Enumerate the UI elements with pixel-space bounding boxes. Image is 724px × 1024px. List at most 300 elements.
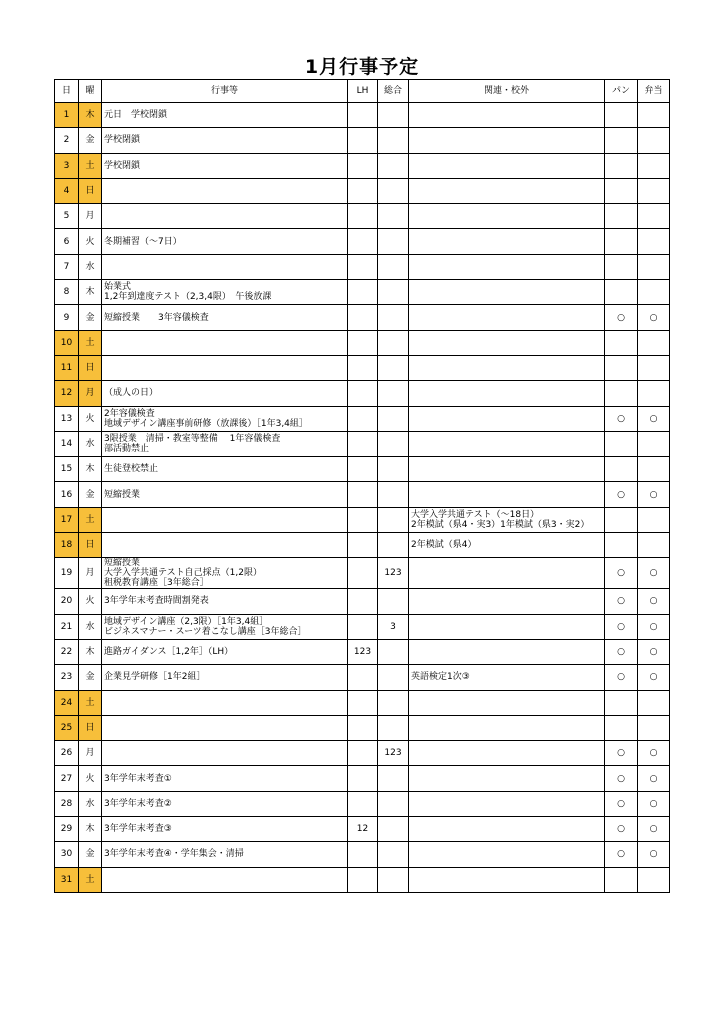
sogo-cell	[378, 715, 409, 740]
table-row	[55, 817, 670, 842]
related-cell	[409, 558, 605, 589]
related-cell	[409, 153, 605, 178]
weekday-cell: 木	[79, 457, 102, 482]
bread-cell	[605, 178, 638, 203]
sogo-cell	[378, 507, 409, 532]
events-cell	[102, 533, 348, 558]
bento-cell: ○	[638, 817, 670, 842]
weekday-cell: 木	[79, 639, 102, 664]
table-row	[55, 254, 670, 279]
event-line: 短縮授業	[104, 558, 141, 569]
events-cell	[102, 305, 348, 330]
weekday-cell: 水	[79, 614, 102, 639]
events-cell	[102, 766, 348, 791]
bento-cell: ○	[638, 665, 670, 690]
day-cell: 8	[55, 280, 79, 305]
related-cell	[409, 665, 605, 690]
day-cell: 29	[55, 817, 79, 842]
related-cell	[409, 355, 605, 380]
table-row	[55, 533, 670, 558]
day-cell: 25	[55, 715, 79, 740]
related-cell	[409, 229, 605, 254]
table-row	[55, 406, 670, 431]
events-cell	[102, 614, 348, 639]
events-cell	[102, 229, 348, 254]
bread-cell	[605, 128, 638, 153]
related-cell	[409, 507, 605, 532]
event-line: 租税教育講座［3年総合］	[104, 578, 209, 589]
weekday-cell: 火	[79, 229, 102, 254]
day-cell: 6	[55, 229, 79, 254]
bento-cell	[638, 533, 670, 558]
lh-cell	[348, 381, 378, 406]
events-cell	[102, 817, 348, 842]
events-cell	[102, 406, 348, 431]
table-row	[55, 507, 670, 532]
sogo-cell	[378, 355, 409, 380]
bento-cell: ○	[638, 766, 670, 791]
bento-cell	[638, 103, 670, 128]
related-line: 大学入学共通テスト（～18日）	[411, 509, 540, 520]
day-cell: 26	[55, 741, 79, 766]
bread-cell: ○	[605, 817, 638, 842]
table-row	[55, 103, 670, 128]
bento-cell: ○	[638, 406, 670, 431]
lh-cell	[348, 867, 378, 892]
event-line: 進路ガイダンス［1,2年］（LH）	[104, 647, 234, 658]
events-cell	[102, 381, 348, 406]
bread-cell: ○	[605, 614, 638, 639]
header-row	[55, 80, 670, 103]
event-line: 3年学年末考査時間割発表	[104, 596, 209, 607]
bread-cell	[605, 715, 638, 740]
table-row	[55, 178, 670, 203]
bento-cell	[638, 280, 670, 305]
table-row	[55, 482, 670, 507]
day-cell: 11	[55, 355, 79, 380]
header-bento: 弁当	[638, 80, 670, 103]
day-cell: 19	[55, 558, 79, 589]
day-cell: 27	[55, 766, 79, 791]
weekday-cell: 金	[79, 128, 102, 153]
events-cell	[102, 457, 348, 482]
header-sogo: 総合	[378, 80, 409, 103]
related-cell	[409, 254, 605, 279]
table-row	[55, 867, 670, 892]
bread-cell	[605, 690, 638, 715]
weekday-cell: 月	[79, 741, 102, 766]
related-cell	[409, 614, 605, 639]
lh-cell	[348, 589, 378, 614]
bento-cell	[638, 355, 670, 380]
day-cell: 21	[55, 614, 79, 639]
related-cell	[409, 791, 605, 816]
bento-cell	[638, 690, 670, 715]
bento-cell	[638, 457, 670, 482]
bento-cell: ○	[638, 558, 670, 589]
weekday-cell: 土	[79, 867, 102, 892]
event-line: 3年学年末考査④・学年集会・清掃	[104, 849, 244, 860]
bread-cell: ○	[605, 558, 638, 589]
events-cell	[102, 178, 348, 203]
bread-cell	[605, 153, 638, 178]
sogo-cell: 3	[378, 614, 409, 639]
schedule-table	[54, 79, 670, 893]
related-cell	[409, 817, 605, 842]
events-cell	[102, 867, 348, 892]
event-line: （成人の日）	[104, 388, 159, 399]
lh-cell	[348, 153, 378, 178]
schedule-body	[55, 103, 670, 893]
related-line: 2年模試（県4）	[411, 540, 477, 551]
weekday-cell: 金	[79, 305, 102, 330]
bento-cell	[638, 715, 670, 740]
bento-cell	[638, 381, 670, 406]
day-cell: 14	[55, 431, 79, 456]
lh-cell	[348, 254, 378, 279]
day-cell: 2	[55, 128, 79, 153]
bread-cell: ○	[605, 766, 638, 791]
table-row	[55, 381, 670, 406]
bento-cell	[638, 153, 670, 178]
related-cell	[409, 103, 605, 128]
weekday-cell: 土	[79, 507, 102, 532]
bento-cell: ○	[638, 842, 670, 867]
sogo-cell	[378, 791, 409, 816]
header-events: 行事等	[102, 80, 348, 103]
table-row	[55, 614, 670, 639]
lh-cell	[348, 103, 378, 128]
weekday-cell: 火	[79, 406, 102, 431]
events-cell	[102, 431, 348, 456]
header-weekday: 曜	[79, 80, 102, 103]
table-row	[55, 791, 670, 816]
events-cell	[102, 103, 348, 128]
table-row	[55, 589, 670, 614]
table-row	[55, 766, 670, 791]
header-day: 日	[55, 80, 79, 103]
table-row	[55, 741, 670, 766]
page-title: 1月行事予定	[304, 56, 420, 78]
sogo-cell	[378, 305, 409, 330]
bread-cell: ○	[605, 305, 638, 330]
bread-cell: ○	[605, 639, 638, 664]
related-cell	[409, 280, 605, 305]
header-bread: パン	[605, 80, 638, 103]
table-row	[55, 558, 670, 589]
event-line: 部活動禁止	[104, 444, 150, 454]
event-line: 大学入学共通テスト自己採点（1,2限）	[104, 568, 262, 579]
lh-cell	[348, 178, 378, 203]
lh-cell	[348, 355, 378, 380]
table-row	[55, 355, 670, 380]
weekday-cell: 火	[79, 589, 102, 614]
lh-cell: 123	[348, 639, 378, 664]
event-line: 学校閉鎖	[104, 160, 141, 171]
weekday-cell: 金	[79, 665, 102, 690]
bread-cell	[605, 103, 638, 128]
bento-cell: ○	[638, 791, 670, 816]
weekday-cell: 月	[79, 204, 102, 229]
day-cell: 22	[55, 639, 79, 664]
related-line: 英語検定1次③	[411, 672, 470, 683]
sogo-cell	[378, 381, 409, 406]
bread-cell	[605, 381, 638, 406]
sogo-cell	[378, 204, 409, 229]
table-row	[55, 229, 670, 254]
table-row	[55, 690, 670, 715]
lh-cell	[348, 482, 378, 507]
events-cell	[102, 741, 348, 766]
bread-cell	[605, 457, 638, 482]
day-cell: 16	[55, 482, 79, 507]
table-row	[55, 204, 670, 229]
events-cell	[102, 639, 348, 664]
day-cell: 15	[55, 457, 79, 482]
events-cell	[102, 128, 348, 153]
bread-cell	[605, 330, 638, 355]
bento-cell	[638, 204, 670, 229]
sogo-cell	[378, 457, 409, 482]
sogo-cell	[378, 589, 409, 614]
day-cell: 28	[55, 791, 79, 816]
related-cell	[409, 589, 605, 614]
bread-cell: ○	[605, 741, 638, 766]
header-related: 関連・校外	[409, 80, 605, 103]
weekday-cell: 金	[79, 842, 102, 867]
weekday-cell: 水	[79, 791, 102, 816]
lh-cell	[348, 766, 378, 791]
sogo-cell	[378, 817, 409, 842]
weekday-cell: 木	[79, 103, 102, 128]
related-cell	[409, 639, 605, 664]
weekday-cell: 日	[79, 355, 102, 380]
bread-cell	[605, 431, 638, 456]
day-cell: 17	[55, 507, 79, 532]
bento-cell: ○	[638, 482, 670, 507]
day-cell: 7	[55, 254, 79, 279]
bento-cell	[638, 867, 670, 892]
events-cell	[102, 204, 348, 229]
bento-cell	[638, 128, 670, 153]
sogo-cell	[378, 639, 409, 664]
bento-cell	[638, 254, 670, 279]
sogo-cell	[378, 128, 409, 153]
lh-cell	[348, 533, 378, 558]
related-cell	[409, 867, 605, 892]
lh-cell	[348, 431, 378, 456]
related-cell	[409, 690, 605, 715]
event-line: 3年学年末考査①	[104, 773, 172, 784]
event-line: 地域デザイン講座（2,3限）［1年3,4組］	[104, 616, 269, 627]
sogo-cell	[378, 153, 409, 178]
day-cell: 4	[55, 178, 79, 203]
header-lh: LH	[348, 80, 378, 103]
bread-cell: ○	[605, 665, 638, 690]
events-cell	[102, 715, 348, 740]
sogo-cell	[378, 867, 409, 892]
lh-cell	[348, 614, 378, 639]
related-cell	[409, 204, 605, 229]
event-line: 企業見学研修［1年2組］	[104, 672, 206, 683]
related-cell	[409, 406, 605, 431]
table-row	[55, 715, 670, 740]
related-cell	[409, 482, 605, 507]
day-cell: 9	[55, 305, 79, 330]
events-cell	[102, 482, 348, 507]
day-cell: 31	[55, 867, 79, 892]
day-cell: 12	[55, 381, 79, 406]
sogo-cell	[378, 103, 409, 128]
related-cell	[409, 533, 605, 558]
bento-cell	[638, 330, 670, 355]
lh-cell	[348, 558, 378, 589]
events-cell	[102, 355, 348, 380]
lh-cell	[348, 406, 378, 431]
table-row	[55, 153, 670, 178]
lh-cell	[348, 330, 378, 355]
sogo-cell	[378, 533, 409, 558]
day-cell: 1	[55, 103, 79, 128]
day-cell: 30	[55, 842, 79, 867]
bento-cell: ○	[638, 614, 670, 639]
day-cell: 13	[55, 406, 79, 431]
sogo-cell	[378, 178, 409, 203]
related-cell	[409, 457, 605, 482]
weekday-cell: 土	[79, 330, 102, 355]
related-cell	[409, 381, 605, 406]
lh-cell	[348, 204, 378, 229]
weekday-cell: 水	[79, 431, 102, 456]
events-cell	[102, 842, 348, 867]
weekday-cell: 水	[79, 254, 102, 279]
weekday-cell: 月	[79, 381, 102, 406]
sogo-cell	[378, 330, 409, 355]
events-cell	[102, 791, 348, 816]
bread-cell	[605, 254, 638, 279]
related-cell	[409, 431, 605, 456]
lh-cell	[348, 128, 378, 153]
related-cell	[409, 741, 605, 766]
event-line: 2年容儀検査	[104, 408, 155, 419]
event-line: 3年学年末考査②	[104, 798, 172, 809]
event-line: 短縮授業	[104, 489, 141, 500]
table-row	[55, 457, 670, 482]
lh-cell	[348, 507, 378, 532]
event-line: 短縮授業 3年容儀検査	[104, 312, 209, 323]
table-row	[55, 842, 670, 867]
related-cell	[409, 178, 605, 203]
event-line: 3年学年末考査③	[104, 824, 172, 835]
weekday-cell: 土	[79, 690, 102, 715]
lh-cell	[348, 280, 378, 305]
bento-cell	[638, 431, 670, 456]
event-line: 3限授業 清掃・教室等整備 1年容儀検査	[104, 434, 281, 444]
event-line: 元日 学校閉鎖	[104, 110, 168, 121]
table-row	[55, 665, 670, 690]
events-cell	[102, 254, 348, 279]
lh-cell	[348, 665, 378, 690]
weekday-cell: 日	[79, 178, 102, 203]
bento-cell	[638, 507, 670, 532]
bread-cell	[605, 229, 638, 254]
event-line: 冬期補習（～7日）	[104, 236, 182, 247]
bento-cell: ○	[638, 589, 670, 614]
bento-cell	[638, 178, 670, 203]
weekday-cell: 日	[79, 715, 102, 740]
related-line: 2年模試（県4・実3）1年模試（県3・実2）	[411, 519, 590, 530]
lh-cell: 12	[348, 817, 378, 842]
bread-cell	[605, 867, 638, 892]
sogo-cell	[378, 766, 409, 791]
sogo-cell	[378, 280, 409, 305]
sogo-cell	[378, 406, 409, 431]
weekday-cell: 土	[79, 153, 102, 178]
event-line: 始業式	[104, 282, 132, 293]
day-cell: 24	[55, 690, 79, 715]
sogo-cell	[378, 482, 409, 507]
day-cell: 20	[55, 589, 79, 614]
bento-cell: ○	[638, 741, 670, 766]
bread-cell: ○	[605, 842, 638, 867]
events-cell	[102, 330, 348, 355]
weekday-cell: 金	[79, 482, 102, 507]
bento-cell	[638, 229, 670, 254]
related-cell	[409, 305, 605, 330]
table-row	[55, 431, 670, 456]
related-cell	[409, 128, 605, 153]
weekday-cell: 月	[79, 558, 102, 589]
table-row	[55, 330, 670, 355]
sogo-cell	[378, 842, 409, 867]
bread-cell	[605, 533, 638, 558]
event-line: 生徒登校禁止	[104, 464, 159, 475]
events-cell	[102, 507, 348, 532]
events-cell	[102, 558, 348, 589]
events-cell	[102, 690, 348, 715]
lh-cell	[348, 741, 378, 766]
related-cell	[409, 715, 605, 740]
event-line: ビジネスマナー・スーツ着こなし講座［3年総合］	[104, 626, 307, 637]
events-cell	[102, 280, 348, 305]
table-row	[55, 639, 670, 664]
event-line: 地域デザイン講座事前研修（放課後）［1年3,4組］	[104, 418, 308, 429]
weekday-cell: 日	[79, 533, 102, 558]
bread-cell	[605, 280, 638, 305]
bread-cell: ○	[605, 589, 638, 614]
weekday-cell: 木	[79, 817, 102, 842]
day-cell: 10	[55, 330, 79, 355]
lh-cell	[348, 791, 378, 816]
table-row	[55, 128, 670, 153]
lh-cell	[348, 715, 378, 740]
day-cell: 5	[55, 204, 79, 229]
sogo-cell	[378, 254, 409, 279]
bread-cell: ○	[605, 791, 638, 816]
sogo-cell: 123	[378, 741, 409, 766]
lh-cell	[348, 690, 378, 715]
weekday-cell: 火	[79, 766, 102, 791]
bread-cell: ○	[605, 406, 638, 431]
event-line: 学校閉鎖	[104, 135, 141, 146]
bread-cell	[605, 507, 638, 532]
related-cell	[409, 842, 605, 867]
day-cell: 3	[55, 153, 79, 178]
bread-cell	[605, 355, 638, 380]
lh-cell	[348, 457, 378, 482]
weekday-cell: 木	[79, 280, 102, 305]
table-row	[55, 280, 670, 305]
